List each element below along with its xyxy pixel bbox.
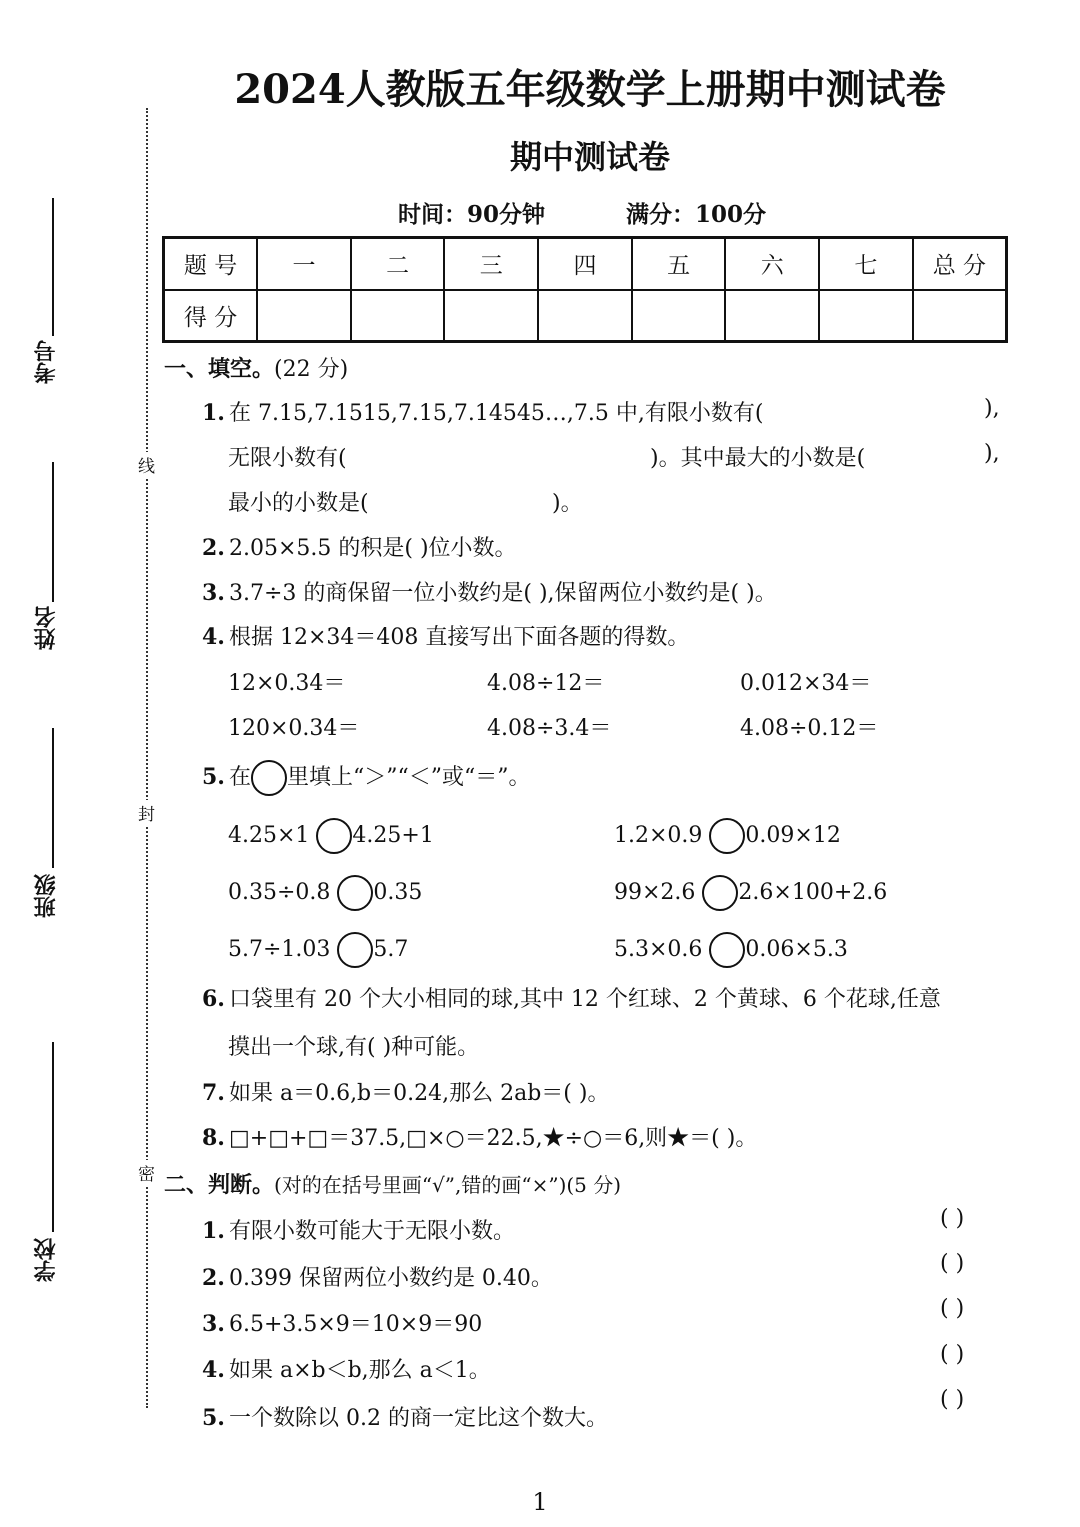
section2-note: (对的在括号里画“√”,错的画“×”)(5 分)	[274, 1173, 622, 1197]
q6-line2: 摸出一个球,有( )种可能。	[228, 1035, 480, 1060]
q4-item: 120×0.34＝	[228, 716, 360, 741]
q4-item: 0.012×34＝	[740, 671, 872, 696]
page-number: 1	[532, 1488, 548, 1516]
class-line	[52, 728, 54, 868]
school-label: 学校	[33, 1238, 59, 1282]
cut-mark-secret: 密	[138, 1160, 155, 1185]
compare-left: 5.3×0.6	[614, 937, 703, 962]
q1-line1	[202, 396, 763, 427]
section2-title: 二、判断。	[164, 1172, 275, 1198]
q1-text: 在 7.15,7.1515,7.15,7.14545…,7.5 中,有限小数有(	[228, 401, 764, 426]
compare-left: 0.35÷0.8	[228, 880, 331, 905]
page-title: 2024人教版五年级数学上册期中测试卷	[234, 66, 946, 113]
cut-mark-seal: 封	[138, 800, 155, 825]
answer-circle[interactable]	[702, 875, 738, 911]
q1-line3-end: )。	[552, 491, 583, 516]
q1-line1-end: ),	[984, 396, 1000, 421]
question-number: 7.	[202, 1080, 225, 1106]
q7	[202, 1076, 609, 1107]
question-number: 3.	[202, 580, 225, 606]
question-number: 4.	[202, 624, 225, 650]
answer-parentheses[interactable]: ( )	[940, 1206, 965, 1231]
q1-line2-mid: )。其中最大的小数是(	[650, 446, 866, 471]
q4-item: 12×0.34＝	[228, 671, 346, 696]
question-number: 6.	[202, 986, 225, 1012]
compare-right: 2.6×100+2.6	[738, 880, 888, 905]
q1-line3: 最小的小数是(	[228, 491, 369, 516]
judge-text: 有限小数可能大于无限小数。	[228, 1219, 515, 1244]
q7-text: 如果 a＝0.6,b＝0.24,那么 2ab＝( )。	[228, 1081, 610, 1106]
judge-text: 如果 a×b＜b,那么 a＜1。	[228, 1358, 491, 1383]
question-number: 5.	[202, 764, 225, 790]
question-number: 8.	[202, 1125, 225, 1151]
question-number: 5.	[202, 1405, 225, 1431]
compare-left: 5.7÷1.03	[228, 937, 331, 962]
answer-circle[interactable]	[316, 818, 352, 854]
header-cell: 总 分	[913, 238, 1007, 290]
binding-dotted-line	[146, 108, 148, 1408]
header-cell: 三	[444, 238, 538, 290]
judge-item	[202, 1353, 491, 1384]
section1-points: (22 分)	[274, 357, 349, 382]
q8	[202, 1121, 757, 1152]
judge-item	[202, 1261, 553, 1292]
score-cell[interactable]	[632, 290, 726, 342]
header-cell: 一	[257, 238, 351, 290]
q5-text-b: 里填上“＞”“＜”或“＝”。	[286, 765, 531, 790]
q4-item: 4.08÷3.4＝	[487, 716, 612, 741]
page-subtitle: 期中测试卷	[509, 138, 670, 176]
judge-item	[202, 1401, 608, 1432]
section2-heading	[164, 1168, 621, 1199]
exam-number-label: 考号	[33, 340, 59, 384]
header-cell: 六	[725, 238, 819, 290]
answer-parentheses[interactable]: ( )	[940, 1387, 965, 1412]
compare-left: 1.2×0.9	[614, 823, 703, 848]
q3-text: 3.7÷3 的商保留一位小数约是( ),保留两位小数约是( )。	[228, 581, 777, 606]
class-label: 班级	[33, 874, 59, 918]
compare-right: 0.09×12	[745, 823, 841, 848]
score-cell[interactable]	[538, 290, 632, 342]
circle-icon	[251, 760, 287, 796]
question-number: 2.	[202, 1265, 225, 1291]
header-cell: 四	[538, 238, 632, 290]
answer-circle[interactable]	[709, 932, 745, 968]
compare-item	[614, 875, 887, 911]
compare-item	[228, 818, 434, 854]
answer-circle[interactable]	[337, 932, 373, 968]
judge-text: 6.5+3.5×9＝10×9＝90	[228, 1312, 483, 1337]
score-cell[interactable]	[819, 290, 913, 342]
judge-item	[202, 1214, 515, 1245]
q2	[202, 531, 517, 562]
q3	[202, 576, 777, 607]
answer-parentheses[interactable]: ( )	[940, 1296, 965, 1321]
answer-parentheses[interactable]: ( )	[940, 1251, 965, 1276]
compare-left: 99×2.6	[614, 880, 696, 905]
compare-item	[228, 932, 408, 968]
q4-item: 4.08÷0.12＝	[740, 716, 879, 741]
question-number: 1.	[202, 400, 225, 426]
answer-circle[interactable]	[337, 875, 373, 911]
name-label: 姓名	[33, 606, 59, 650]
header-cell: 七	[819, 238, 913, 290]
answer-parentheses[interactable]: ( )	[940, 1342, 965, 1367]
q4-item: 4.08÷12＝	[487, 671, 605, 696]
q2-text: 2.05×5.5 的积是( )位小数。	[228, 536, 517, 561]
exam-number-line	[52, 198, 54, 336]
compare-right: 4.25+1	[352, 823, 434, 848]
answer-circle[interactable]	[709, 818, 745, 854]
compare-item	[614, 818, 841, 854]
q5-text-a: 在	[228, 765, 251, 790]
compare-right: 0.35	[373, 880, 423, 905]
question-number: 4.	[202, 1357, 225, 1383]
score-table	[162, 236, 1008, 343]
q8-text: □+□+□＝37.5,□×○＝22.5,★÷○＝6,则★＝( )。	[228, 1126, 758, 1151]
judge-text: 一个数除以 0.2 的商一定比这个数大。	[228, 1406, 608, 1431]
compare-item	[228, 875, 422, 911]
q5	[202, 760, 530, 796]
q4-text: 根据 12×34＝408 直接写出下面各题的得数。	[228, 625, 690, 650]
header-cell: 二	[351, 238, 445, 290]
score-cell[interactable]	[351, 290, 445, 342]
section1-heading	[164, 352, 348, 383]
question-number: 1.	[202, 1218, 225, 1244]
name-line	[52, 462, 54, 602]
section1-title: 一、填空。	[164, 356, 275, 382]
question-number: 2.	[202, 535, 225, 561]
q1-line2: 无限小数有(	[228, 446, 347, 471]
header-cell: 题 号	[164, 238, 258, 290]
q6-text: 口袋里有 20 个大小相同的球,其中 12 个红球、2 个黄球、6 个花球,任意	[228, 987, 941, 1012]
score-cell[interactable]	[444, 290, 538, 342]
score-cell[interactable]	[257, 290, 351, 342]
q4	[202, 620, 689, 651]
header-cell: 五	[632, 238, 726, 290]
question-number: 3.	[202, 1311, 225, 1337]
exam-time: 时间：90分钟	[398, 201, 546, 228]
score-row-label: 得 分	[164, 290, 258, 342]
compare-left: 4.25×1	[228, 823, 310, 848]
compare-item	[614, 932, 848, 968]
score-cell[interactable]	[725, 290, 819, 342]
compare-right: 5.7	[373, 937, 409, 962]
judge-item	[202, 1307, 482, 1338]
judge-text: 0.399 保留两位小数约是 0.40。	[228, 1266, 553, 1291]
score-cell[interactable]	[913, 290, 1007, 342]
q6-line1	[202, 982, 941, 1013]
exam-full-score: 满分：100分	[626, 201, 767, 228]
school-line	[52, 1042, 54, 1232]
compare-right: 0.06×5.3	[745, 937, 848, 962]
q1-line2-end: ),	[984, 441, 1000, 466]
cut-mark-line: 线	[138, 452, 155, 477]
